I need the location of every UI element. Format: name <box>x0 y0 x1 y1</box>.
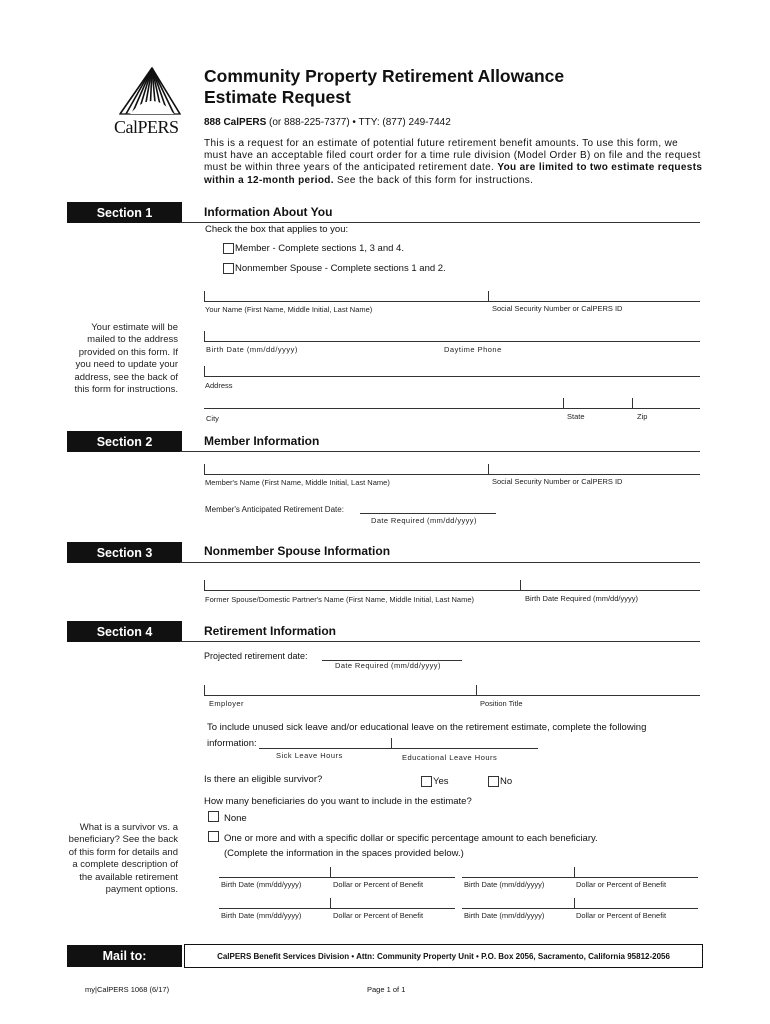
ssn-tick <box>488 291 489 302</box>
position-title-label: Position Title <box>480 699 523 708</box>
member-ssn-tick <box>488 464 489 475</box>
spouse-birth-tick <box>520 580 521 591</box>
contact-phone <box>204 117 451 128</box>
ben-tick-1b <box>574 867 575 878</box>
address-label: Address <box>205 381 233 390</box>
sick-leave-line[interactable] <box>259 748 391 749</box>
ben-birth-label-2b: Birth Date (mm/dd/yyyy) <box>464 911 545 920</box>
state-tick <box>563 398 564 409</box>
ben-birth-label-1b: Birth Date (mm/dd/yyyy) <box>464 880 545 889</box>
birth-tick <box>204 331 205 342</box>
zip-label: Zip <box>637 412 648 421</box>
section-3-bar: Section 3 <box>67 542 182 563</box>
spouse-name-tick <box>204 580 205 591</box>
ben-birth-label-1a: Birth Date (mm/dd/yyyy) <box>221 880 302 889</box>
survivor-yes-checkbox[interactable] <box>421 776 432 787</box>
birth-date-label: Birth Date (mm/dd/yyyy) <box>206 345 298 354</box>
section-2-rule <box>180 451 700 452</box>
survivor-side-note: What is a survivor vs. a beneficiary? See the back of this form for details and a complete description of the available retirement payment options. <box>68 822 178 896</box>
projected-date-required: Date Required (mm/dd/yyyy) <box>335 661 441 670</box>
beneficiary-line-2a[interactable] <box>219 908 455 909</box>
address-line[interactable] <box>204 376 700 377</box>
state-label: State <box>567 412 585 421</box>
address-side-note: Your estimate will be mailed to the address provided on this form. If you need to update your address, see the back of this form for instructions. <box>74 322 178 396</box>
page-title: Community Property Retirement Allowance Estimate Request <box>204 66 565 107</box>
section-4-heading: Retirement Information <box>204 624 337 638</box>
ben-dollar-label-1a: Dollar or Percent of Benefit <box>333 880 424 889</box>
one-or-more-label: One or more and with a specific dollar or specific percentage amount to each beneficiary. <box>224 833 598 844</box>
employer-tick <box>204 685 205 696</box>
intro-paragraph <box>204 138 704 187</box>
birth-phone-line[interactable] <box>204 341 700 342</box>
ben-tick-2a <box>330 898 331 909</box>
member-name-tick <box>204 464 205 475</box>
survivor-no-checkbox[interactable] <box>488 776 499 787</box>
position-tick <box>476 685 477 696</box>
beneficiary-line-2b[interactable] <box>462 908 698 909</box>
projected-retirement-label: Projected retirement date: <box>204 651 308 661</box>
form-id: my|CalPERS 1068 (6/17) <box>85 985 170 994</box>
section-2-bar: Section 2 <box>67 431 182 452</box>
leave-tick <box>391 738 392 749</box>
survivor-question: Is there an eligible survivor? <box>204 774 323 785</box>
anticipated-retirement-line[interactable] <box>360 513 496 514</box>
section-2-heading: Member Information <box>204 434 320 448</box>
intro-end: See the back of this form for instructions. <box>333 174 534 186</box>
address-tick <box>204 366 205 377</box>
employer-label: Employer <box>209 699 244 708</box>
leave-instructions: To include unused sick leave and/or educational leave on the retirement estimate, complete the following <box>207 722 647 733</box>
section-4-bar: Section 4 <box>67 621 182 642</box>
city-line[interactable] <box>204 408 700 409</box>
page-number: Page 1 of 1 <box>367 985 406 994</box>
edu-leave-label: Educational Leave Hours <box>402 753 498 762</box>
mailing-address: CalPERS Benefit Services Division • Attn: Community Property Unit • P.O. Box 2056, Sacramento, California 95812-2056 <box>184 944 703 968</box>
section-4-rule <box>180 641 700 642</box>
employer-line[interactable] <box>204 695 700 696</box>
member-ssn-label: Social Security Number or CalPERS ID <box>492 477 623 486</box>
ben-birth-label-2a: Birth Date (mm/dd/yyyy) <box>221 911 302 920</box>
survivor-yes-label: Yes <box>433 776 449 787</box>
mail-to-bar: Mail to: <box>67 945 182 967</box>
nonmember-option-label: Nonmember Spouse - Complete sections 1 and 2. <box>235 263 446 274</box>
complete-info-note: (Complete the information in the spaces provided below.) <box>224 848 464 859</box>
ssn-label: Social Security Number or CalPERS ID <box>492 304 623 313</box>
beneficiaries-question: How many beneficiaries do you want to include in the estimate? <box>204 796 472 807</box>
member-date-required: Date Required (mm/dd/yyyy) <box>371 516 477 525</box>
name-tick <box>204 291 205 302</box>
none-checkbox[interactable] <box>208 811 219 822</box>
anticipated-retirement-label: Member's Anticipated Retirement Date: <box>205 505 344 514</box>
nonmember-checkbox[interactable] <box>223 263 234 274</box>
daytime-phone-label: Daytime Phone <box>444 345 502 354</box>
intro-limit: You are limited to two estimate requests within a 12-month period. <box>204 162 703 186</box>
intro-text: This is a request for an estimate of potential future retirement benefit amounts. To use this form, we must have an acceptable filed court order for a time rule division (Model Order B) on file and the request must be within three years of the anticipated retirement date. <box>204 138 701 174</box>
ben-dollar-label-1b: Dollar or Percent of Benefit <box>576 880 667 889</box>
ben-tick-1a <box>330 867 331 878</box>
phone-bold: 888 CalPERS <box>204 117 267 128</box>
zip-tick <box>632 398 633 409</box>
none-label: None <box>224 813 247 824</box>
member-name-label: Member's Name (First Name, Middle Initial, Last Name) <box>205 478 390 487</box>
spouse-birth-label: Birth Date Required (mm/dd/yyyy) <box>525 594 638 603</box>
one-or-more-checkbox[interactable] <box>208 831 219 842</box>
member-option-label: Member - Complete sections 1, 3 and 4. <box>235 243 404 254</box>
beneficiary-line-1a[interactable] <box>219 877 455 878</box>
your-name-label: Your Name (First Name, Middle Initial, Last Name) <box>205 305 373 314</box>
ben-dollar-label-2a: Dollar or Percent of Benefit <box>333 911 424 920</box>
check-prompt: Check the box that applies to you: <box>205 224 349 235</box>
calpers-logo-text: CalPERS <box>114 117 179 137</box>
phone-rest: (or 888-225-7377) • TTY: (877) 249-7442 <box>266 117 451 128</box>
member-checkbox[interactable] <box>223 243 234 254</box>
section-3-heading: Nonmember Spouse Information <box>204 544 391 558</box>
beneficiary-line-1b[interactable] <box>462 877 698 878</box>
survivor-no-label: No <box>500 776 513 787</box>
leave-instructions-2: information: <box>207 738 257 749</box>
edu-leave-line[interactable] <box>391 748 538 749</box>
city-label: City <box>206 414 219 423</box>
spouse-name-line[interactable] <box>204 590 700 591</box>
member-name-line[interactable] <box>204 474 700 475</box>
ben-dollar-label-2b: Dollar or Percent of Benefit <box>576 911 667 920</box>
section-1-heading: Information About You <box>204 205 333 219</box>
section-1-bar: Section 1 <box>67 202 182 223</box>
name-line[interactable] <box>204 301 700 302</box>
calpers-logo-icon <box>118 66 182 118</box>
sick-leave-label: Sick Leave Hours <box>276 751 343 760</box>
section-1-rule <box>180 222 700 223</box>
spouse-name-label: Former Spouse/Domestic Partner's Name (First Name, Middle Initial, Last Name) <box>205 595 475 604</box>
section-3-rule <box>180 562 700 563</box>
ben-tick-2b <box>574 898 575 909</box>
